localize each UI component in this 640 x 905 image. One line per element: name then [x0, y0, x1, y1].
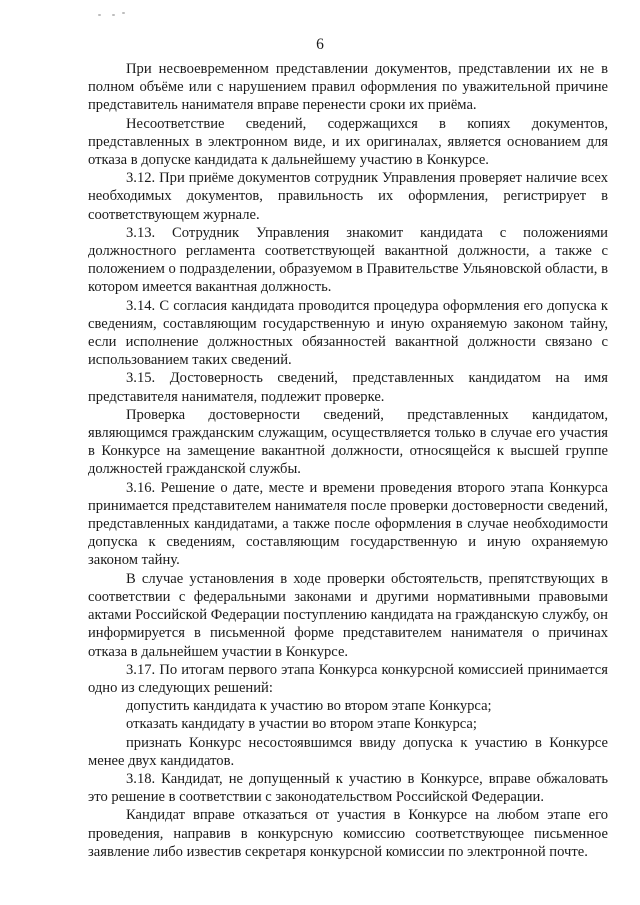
document-body — [88, 60, 608, 861]
paragraph: При несвоевременном представлении документов, представлении их не в полном объёме или с нарушением правил оформления по уважительной причине представитель нанимателя вправе перенести сроки их приёма. — [88, 61, 608, 114]
scan-speck — [122, 12, 125, 14]
paragraph: 3.18. Кандидат, не допущенный к участию в Конкурсе, вправе обжаловать это решение в соответствии с законодательством Российской Федерации. — [88, 770, 608, 806]
scan-speck — [112, 14, 115, 16]
paragraph: 3.15. Достоверность сведений, представленных кандидатом на имя представителя нанимателя, подлежит проверке. — [88, 370, 608, 405]
list-item: допустить кандидата к участию во втором этапе Конкурса; — [126, 698, 492, 715]
scan-speck — [98, 14, 101, 16]
paragraph: 3.13. Сотрудник Управления знакомит кандидата с положениями должностного регламента соответствующей вакантной должности, а также с положением о подразделении, образуемом в Правительстве Ульяновской области, в котором имеется вакантная должность. — [88, 224, 608, 296]
paragraph: Кандидат вправе отказаться от участия в Конкурсе на любом этапе его проведения, направив в конкурсную комиссию соответствующее письменное заявление либо известив секретаря конкурсной комиссии по электронной почте. — [88, 807, 608, 860]
paragraph: 3.12. При приёме документов сотрудник Управления проверяет наличие всех необходимых документов, правильность их оформления, регистрирует в соответствующем журнале. — [88, 170, 608, 223]
paragraph: В случае установления в ходе проверки обстоятельств, препятствующих в соответствии с федеральными законами и другими нормативными правовыми актами Российской Федерации поступлению кандидата на гражданскую службу, он информируется в письменной форме представителем нанимателя о причинах отказа в дальнейшем участии в Конкурсе. — [88, 570, 608, 660]
paragraph: Несоответствие сведений, содержащихся в копиях документов, представленных в электронном виде, и их оригиналах, является основанием для отказа в допуске кандидата к дальнейшему участию в Конкурсе. — [88, 115, 608, 169]
paragraph: 3.14. С согласия кандидата проводится процедура оформления его допуска к сведениям, составляющим государственную и иную охраняемую законом тайну, если исполнение должностных обязанностей вакантной должности связано с использованием таких сведений. — [88, 297, 608, 369]
paragraph: Проверка достоверности сведений, представленных кандидатом, являющимся гражданским служащим, осуществляется только в случае его участия в Конкурсе на замещение вакантной должности, относящейся к высшей группе должностей гражданской службы. — [88, 406, 608, 478]
list-item: признать Конкурс несостоявшимся ввиду допуска к участию в Конкурсе менее двух кандидатов. — [88, 734, 608, 769]
list-item: отказать кандидату в участии во втором этапе Конкурса; — [126, 716, 477, 733]
page-number: 6 — [316, 36, 324, 53]
paragraph: 3.17. По итогам первого этапа Конкурса конкурсной комиссией принимается одно из следующих решений: — [88, 661, 608, 696]
paragraph: 3.16. Решение о дате, месте и времени проведения второго этапа Конкурса принимается представителем нанимателя после проверки достоверности сведений, представленных кандидатами, а также после оформления в случае необходимости допуска к сведениям, составляющим государственную и иную охраняемую законом тайну. — [88, 479, 608, 569]
